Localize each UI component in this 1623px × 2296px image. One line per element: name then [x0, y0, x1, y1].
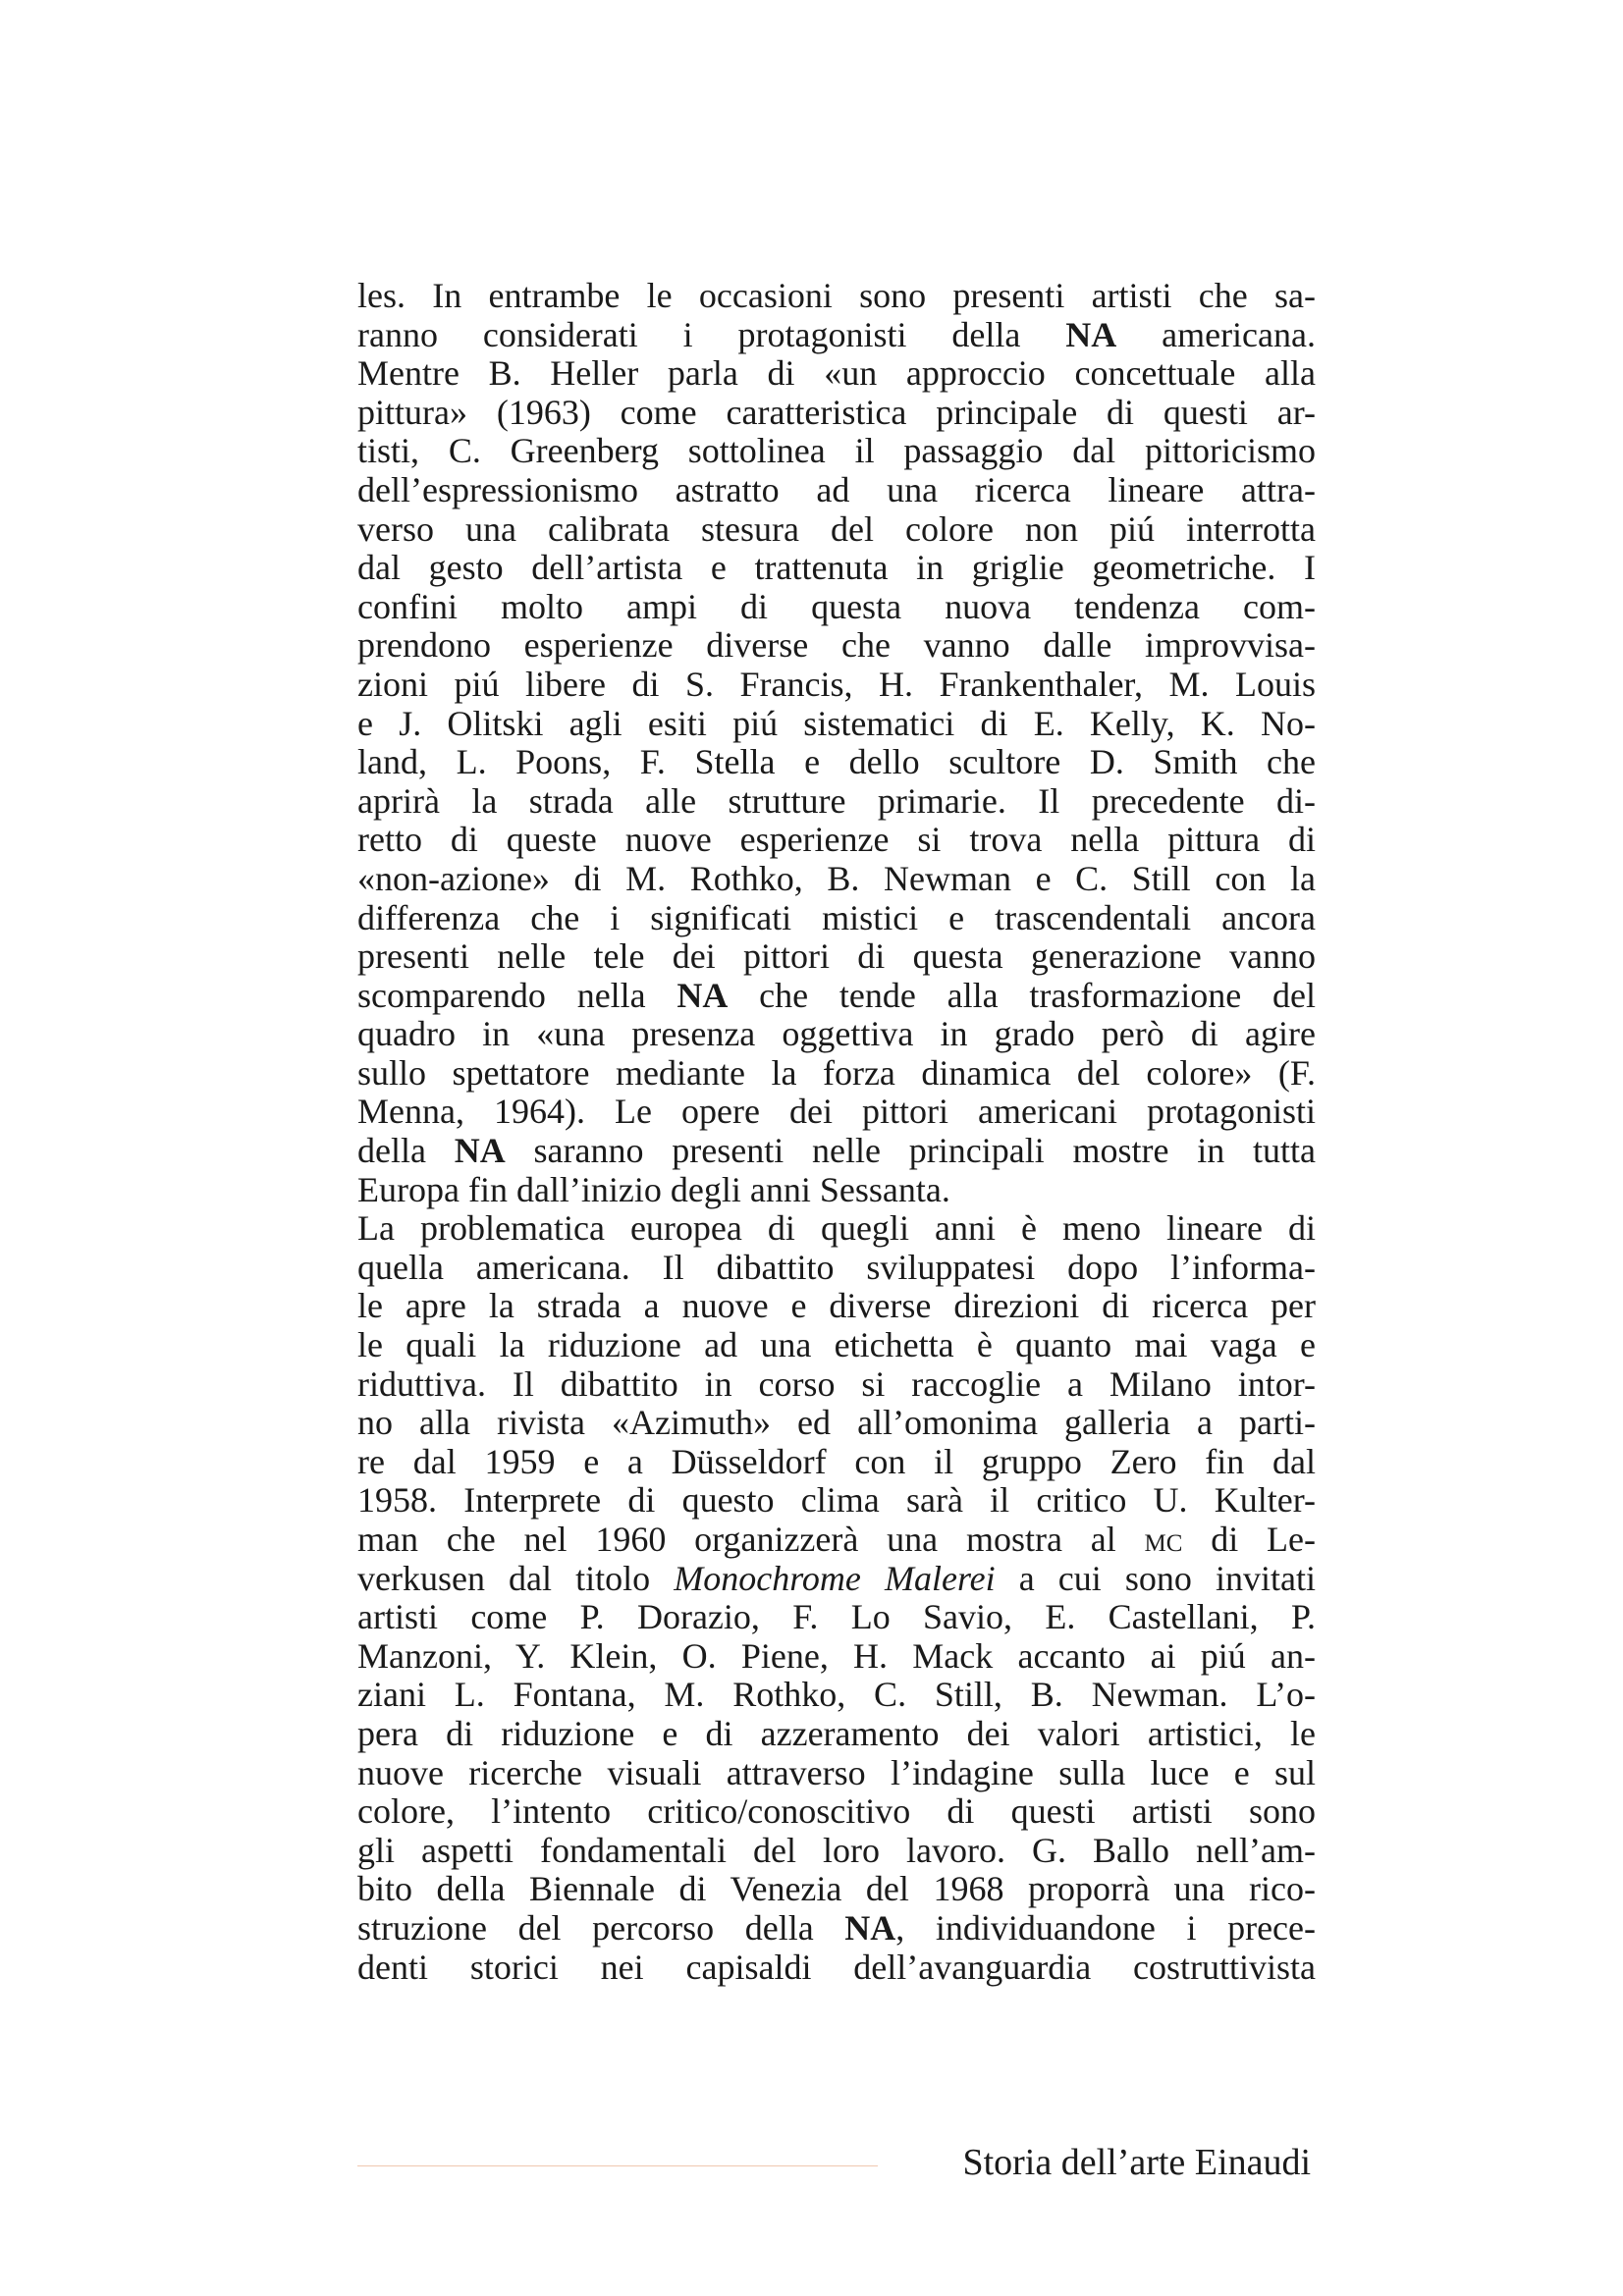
- text-line: pittura» (1963) come caratteristica principale di questi ar-: [357, 392, 1316, 432]
- text-line: zioni piú libere di S. Francis, H. Frankenthaler, M. Louis: [357, 664, 1316, 704]
- text-line: nuove ricerche visuali attraverso l’indagine sulla luce e sul: [357, 1752, 1316, 1792]
- text-line: dal gesto dell’artista e trattenuta in griglie geometriche. I: [357, 548, 1316, 588]
- text-line: quella americana. Il dibattito sviluppatesi dopo l’informa-: [357, 1247, 1316, 1287]
- text-line: sullo spettatore mediante la forza dinamica del colore» (F.: [357, 1052, 1316, 1093]
- text-line: aprirà la strada alle strutture primarie. Il precedente di-: [357, 780, 1316, 821]
- text-line: scomparendo nella NA che tende alla trasformazione del: [357, 975, 1316, 1015]
- text-line: land, L. Poons, F. Stella e dello scultore D. Smith che: [357, 742, 1316, 782]
- text-line: Menna, 1964). Le opere dei pittori americani protagonisti: [357, 1092, 1316, 1132]
- text-line: pera di riduzione e di azzeramento dei valori artistici, le: [357, 1713, 1316, 1753]
- text-line: man che nel 1960 organizzerà una mostra al mc di Le-: [357, 1520, 1316, 1559]
- text-line: verso una calibrata stesura del colore non piú interrotta: [357, 508, 1316, 549]
- text-line: ziani L. Fontana, M. Rothko, C. Still, B. Newman. L’o-: [357, 1675, 1316, 1715]
- text-line: artisti come P. Dorazio, F. Lo Savio, E. Castellani, P.: [357, 1597, 1316, 1637]
- text-line: La problematica europea di quegli anni è meno lineare di: [357, 1208, 1316, 1249]
- text-line: re dal 1959 e a Düsseldorf con il gruppo Zero fin dal: [357, 1441, 1316, 1481]
- text-line: le quali la riduzione ad una etichetta è quanto mai vaga e: [357, 1325, 1316, 1365]
- text-line: Mentre B. Heller parla di «un approccio concettuale alla: [357, 353, 1316, 394]
- body-text: [357, 277, 1316, 1987]
- text-line: differenza che i significati mistici e trascendentali ancora: [357, 897, 1316, 937]
- text-line: dell’espressionismo astratto ad una ricerca lineare attra-: [357, 469, 1316, 509]
- text-line: della NA saranno presenti nelle principali mostre in tutta: [357, 1131, 1316, 1171]
- text-line: quadro in «una presenza oggettiva in grado però di agire: [357, 1014, 1316, 1054]
- text-line: gli aspetti fondamentali del loro lavoro. G. Ballo nell’am-: [357, 1830, 1316, 1870]
- footer-rule: [357, 2165, 878, 2166]
- text-line: no alla rivista «Azimuth» ed all’omonima galleria a parti-: [357, 1403, 1316, 1443]
- text-line: les. In entrambe le occasioni sono presenti artisti che sa-: [357, 276, 1316, 315]
- text-line: denti storici nei capisaldi dell’avanguardia costruttivista: [357, 1947, 1316, 1987]
- text-line: verkusen dal titolo Monochrome Malerei a cui sono invitati: [357, 1558, 1316, 1598]
- text-line: le apre la strada a nuove e diverse direzioni di ricerca per: [357, 1286, 1316, 1326]
- text-line: e J. Olitski agli esiti piú sistematici di E. Kelly, K. No-: [357, 703, 1316, 743]
- text-line: Manzoni, Y. Klein, O. Piene, H. Mack accanto ai piú an-: [357, 1635, 1316, 1676]
- text-line: ranno considerati i protagonisti della NA americana.: [357, 314, 1316, 354]
- text-line: «non-azione» di M. Rothko, B. Newman e C. Still con la: [357, 858, 1316, 898]
- text-line: riduttiva. Il dibattito in corso si raccoglie a Milano intor-: [357, 1363, 1316, 1404]
- text-line: prendono esperienze diverse che vanno dalle improvvisa-: [357, 625, 1316, 666]
- footer-title: Storia dell’arte Einaudi: [962, 2142, 1311, 2183]
- text-line: Europa fin dall’inizio degli anni Sessanta.: [357, 1169, 950, 1209]
- text-line: bito della Biennale di Venezia del 1968 proporrà una rico-: [357, 1869, 1316, 1909]
- text-line: 1958. Interprete di questo clima sarà il critico U. Kulter-: [357, 1480, 1316, 1521]
- text-line: retto di queste nuove esperienze si trova nella pittura di: [357, 820, 1316, 860]
- text-line: struzione del percorso della NA, individuandone i prece-: [357, 1907, 1316, 1948]
- text-line: confini molto ampi di questa nuova tendenza com-: [357, 586, 1316, 626]
- text-line: presenti nelle tele dei pittori di questa generazione vanno: [357, 936, 1316, 977]
- text-line: tisti, C. Greenberg sottolinea il passaggio dal pittoricismo: [357, 431, 1316, 471]
- text-line: colore, l’intento critico/conoscitivo di questi artisti sono: [357, 1791, 1316, 1832]
